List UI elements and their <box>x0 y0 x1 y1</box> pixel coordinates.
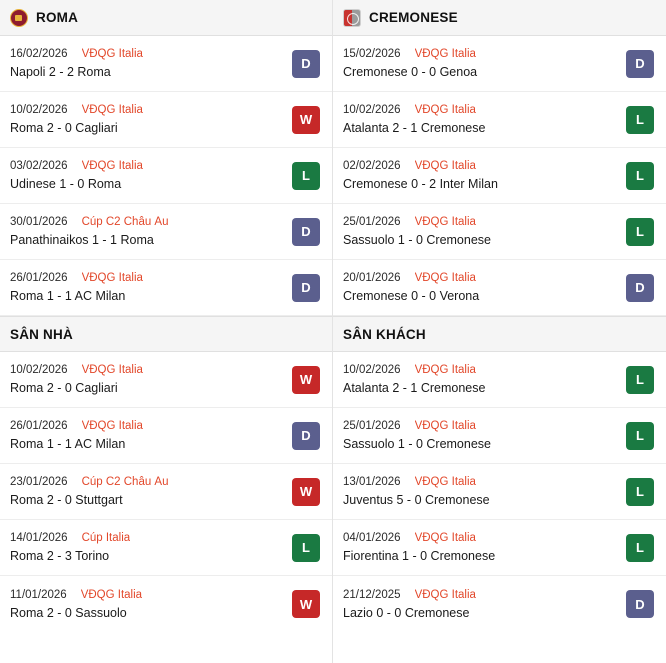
match-competition: VĐQG Italia <box>414 364 476 376</box>
section-header <box>333 0 666 36</box>
match-info <box>343 589 618 620</box>
match-row[interactable] <box>0 92 332 148</box>
cremonese-crest-icon <box>343 9 361 27</box>
match-info <box>10 589 284 620</box>
match-meta <box>343 160 618 172</box>
match-date: 10/02/2026 <box>10 104 68 116</box>
match-date: 10/02/2026 <box>10 364 68 376</box>
match-competition: VĐQG Italia <box>81 48 143 60</box>
result-badge: D <box>292 422 320 450</box>
section-title: CREMONESE <box>369 10 458 25</box>
match-info <box>343 364 618 395</box>
match-competition: VĐQG Italia <box>414 48 476 60</box>
match-date: 11/01/2026 <box>10 588 67 601</box>
match-row[interactable] <box>333 92 666 148</box>
match-row[interactable] <box>0 576 332 632</box>
match-meta <box>343 216 618 228</box>
match-date: 10/02/2026 <box>343 104 401 116</box>
match-row[interactable] <box>0 36 332 92</box>
match-competition: VĐQG Italia <box>81 364 143 376</box>
roma-crest-icon <box>10 9 28 27</box>
result-badge: D <box>626 50 654 78</box>
match-info <box>10 216 284 247</box>
match-row[interactable] <box>0 352 332 408</box>
match-scoreline: Roma 2 - 0 Sassuolo <box>10 605 127 620</box>
match-row[interactable] <box>0 464 332 520</box>
match-row[interactable] <box>0 204 332 260</box>
match-info <box>10 364 284 395</box>
match-meta <box>343 589 618 601</box>
match-info <box>10 476 284 507</box>
match-competition: VĐQG Italia <box>414 420 476 432</box>
result-badge: W <box>292 590 320 618</box>
match-info <box>10 272 284 303</box>
match-competition: VĐQG Italia <box>81 104 143 116</box>
result-badge: W <box>292 106 320 134</box>
match-info <box>10 420 284 451</box>
match-meta <box>10 216 284 228</box>
match-scoreline: Udinese 1 - 0 Roma <box>10 177 122 191</box>
section-header <box>0 0 332 36</box>
match-row[interactable] <box>333 520 666 576</box>
match-scoreline: Sassuolo 1 - 0 Cremonese <box>343 437 491 451</box>
match-competition: VĐQG Italia <box>414 216 476 228</box>
match-row[interactable] <box>0 148 332 204</box>
result-badge: L <box>626 422 654 450</box>
match-competition: VĐQG Italia <box>414 476 476 488</box>
match-info <box>10 160 284 191</box>
match-date: 25/01/2026 <box>343 216 401 228</box>
match-meta <box>343 104 618 116</box>
result-badge: W <box>292 478 320 506</box>
match-row[interactable] <box>333 36 666 92</box>
away-team-column <box>333 0 666 663</box>
match-info <box>343 420 618 451</box>
match-meta <box>343 272 618 284</box>
match-scoreline: Roma 2 - 0 Cagliari <box>10 121 118 135</box>
match-scoreline: Panathinaikos 1 - 1 Roma <box>10 233 154 247</box>
result-badge: D <box>292 274 320 302</box>
match-meta <box>10 364 284 376</box>
match-date: 13/01/2026 <box>343 476 401 488</box>
match-scoreline: Atalanta 2 - 1 Cremonese <box>343 381 486 395</box>
result-badge: L <box>626 218 654 246</box>
result-badge: D <box>626 274 654 302</box>
match-info <box>10 104 284 135</box>
match-meta <box>10 420 284 432</box>
match-scoreline: Juventus 5 - 0 Cremonese <box>343 493 490 507</box>
result-badge: L <box>292 162 320 190</box>
match-competition: Cúp C2 Châu Âu <box>81 476 169 488</box>
section-title: SÂN NHÀ <box>10 326 73 342</box>
result-badge: L <box>626 366 654 394</box>
match-row[interactable] <box>333 576 666 632</box>
match-row[interactable] <box>333 408 666 464</box>
match-row[interactable] <box>333 260 666 316</box>
match-info <box>343 104 618 135</box>
match-row[interactable] <box>0 520 332 576</box>
match-info <box>343 532 618 563</box>
match-meta <box>343 420 618 432</box>
match-competition: VĐQG Italia <box>81 160 143 172</box>
match-competition: VĐQG Italia <box>414 532 476 544</box>
match-info <box>10 48 284 79</box>
match-meta <box>343 364 618 376</box>
match-date: 04/01/2026 <box>343 532 401 544</box>
match-meta <box>10 160 284 172</box>
match-competition: VĐQG Italia <box>80 588 143 601</box>
result-badge: D <box>626 590 654 618</box>
match-date: 03/02/2026 <box>10 160 68 172</box>
match-meta <box>343 48 618 60</box>
match-scoreline: Lazio 0 - 0 Cremonese <box>343 605 470 620</box>
match-scoreline: Atalanta 2 - 1 Cremonese <box>343 121 486 135</box>
match-date: 23/01/2026 <box>10 476 68 488</box>
match-scoreline: Roma 1 - 1 AC Milan <box>10 437 126 451</box>
match-meta <box>343 532 618 544</box>
match-date: 25/01/2026 <box>343 420 401 432</box>
match-date: 20/01/2026 <box>343 272 401 284</box>
match-date: 15/02/2026 <box>343 48 401 60</box>
match-date: 26/01/2026 <box>10 272 68 284</box>
match-row[interactable] <box>333 464 666 520</box>
match-competition: VĐQG Italia <box>81 420 143 432</box>
match-scoreline: Fiorentina 1 - 0 Cremonese <box>343 549 496 563</box>
result-badge: L <box>626 162 654 190</box>
section-header <box>333 316 666 352</box>
match-scoreline: Sassuolo 1 - 0 Cremonese <box>343 233 491 247</box>
match-meta <box>10 104 284 116</box>
match-date: 10/02/2026 <box>343 364 401 376</box>
match-date: 21/12/2025 <box>343 588 401 601</box>
match-info <box>343 160 618 191</box>
result-badge: L <box>626 478 654 506</box>
match-meta <box>10 532 284 544</box>
match-competition: VĐQG Italia <box>81 272 143 284</box>
match-info <box>343 476 618 507</box>
match-row[interactable] <box>0 260 332 316</box>
match-info <box>10 532 284 563</box>
match-scoreline: Roma 1 - 1 AC Milan <box>10 289 126 303</box>
result-badge: D <box>292 218 320 246</box>
match-info <box>343 48 618 79</box>
match-date: 02/02/2026 <box>343 160 401 172</box>
match-scoreline: Roma 2 - 3 Torino <box>10 549 110 563</box>
match-row[interactable] <box>333 352 666 408</box>
match-meta <box>10 476 284 488</box>
match-competition: Cúp Italia <box>81 532 131 544</box>
match-meta <box>10 272 284 284</box>
match-row[interactable] <box>333 148 666 204</box>
match-date: 16/02/2026 <box>10 48 68 60</box>
section-title: SÂN KHÁCH <box>343 326 426 342</box>
section-title: ROMA <box>36 10 79 25</box>
match-competition: Cúp C2 Châu Âu <box>81 216 169 228</box>
match-scoreline: Cremonese 0 - 2 Inter Milan <box>343 177 498 191</box>
match-info <box>343 272 618 303</box>
result-badge: L <box>292 534 320 562</box>
match-date: 14/01/2026 <box>10 532 68 544</box>
result-badge: L <box>626 534 654 562</box>
match-scoreline: Roma 2 - 0 Cagliari <box>10 381 118 395</box>
match-row[interactable] <box>0 408 332 464</box>
match-competition: VĐQG Italia <box>414 160 476 172</box>
section-header <box>0 316 332 352</box>
match-row[interactable] <box>333 204 666 260</box>
match-scoreline: Cremonese 0 - 0 Verona <box>343 289 480 303</box>
match-competition: VĐQG Italia <box>414 104 476 116</box>
match-date: 26/01/2026 <box>10 420 68 432</box>
match-meta <box>10 48 284 60</box>
match-competition: VĐQG Italia <box>414 588 476 601</box>
match-meta <box>10 589 284 601</box>
result-badge: L <box>626 106 654 134</box>
match-scoreline: Napoli 2 - 2 Roma <box>10 65 111 79</box>
match-scoreline: Cremonese 0 - 0 Genoa <box>343 65 478 79</box>
match-meta <box>343 476 618 488</box>
match-scoreline: Roma 2 - 0 Stuttgart <box>10 493 123 507</box>
match-competition: VĐQG Italia <box>414 272 476 284</box>
result-badge: W <box>292 366 320 394</box>
match-date: 30/01/2026 <box>10 216 68 228</box>
match-info <box>343 216 618 247</box>
result-badge: D <box>292 50 320 78</box>
